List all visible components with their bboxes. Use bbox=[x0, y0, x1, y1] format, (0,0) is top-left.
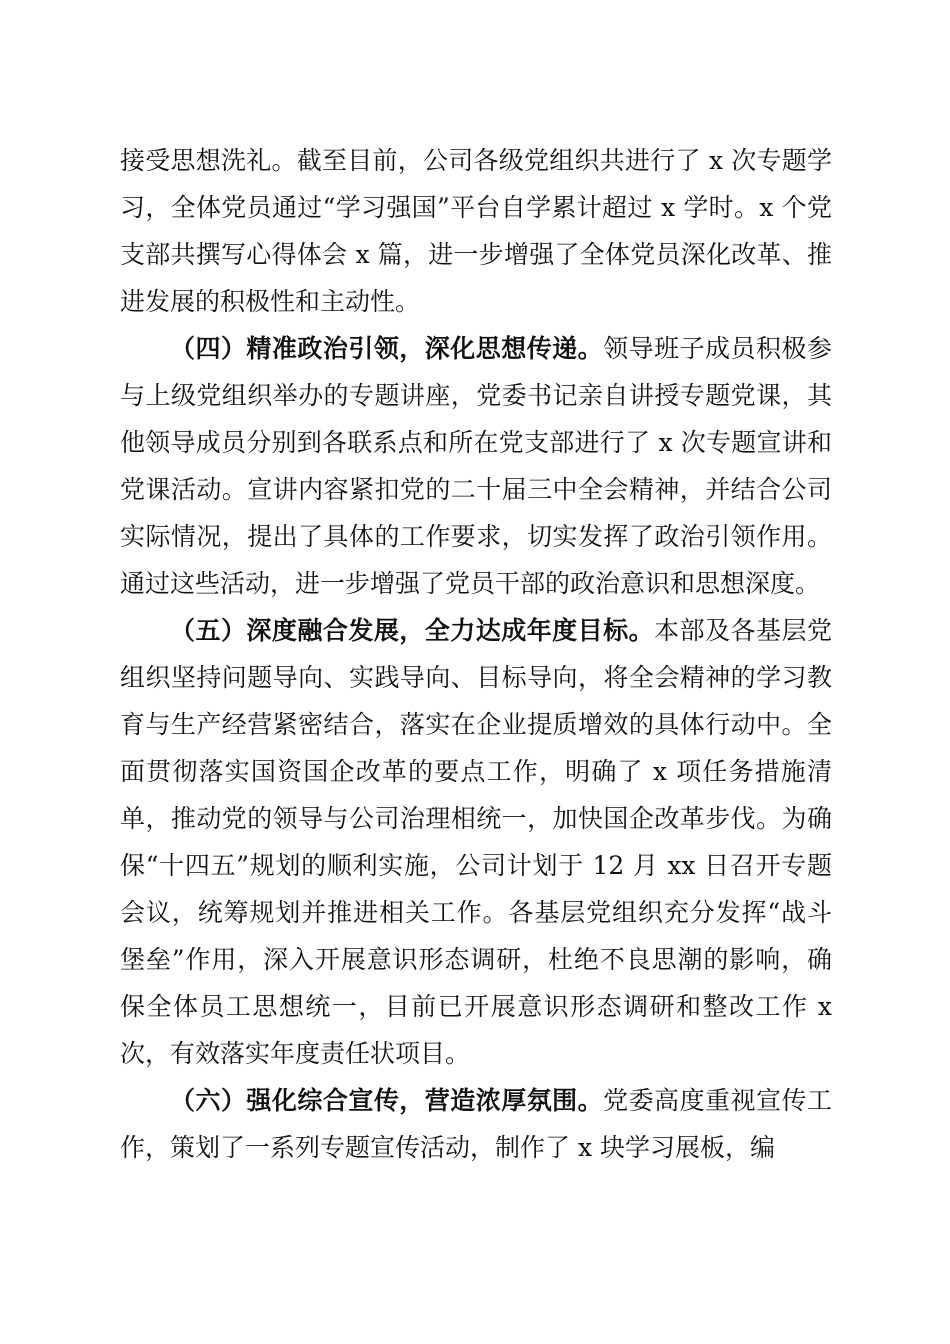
paragraph-continuation bbox=[120, 137, 832, 325]
paragraph-text: 本部及各基层党组织坚持问题导向、实践导向、目标导向，将全会精神的学习教育与生产经营紧密结合，落实在企业提质增效的具体行动中。全面贯彻落实国资国企改革的要点工作，明确了 x 项任务措施清单，推动党的领导与公司治理相统一，加快国企改革步伐。为确保“十四五”规划的顺利实施，公司计划于 12 月 xx 日召开专题会议，统筹规划并推进相关工作。各基层党组织充分发挥“战斗堡垒”作用，深入开展意识形态调研，杜绝不良思潮的影响，确保全体员工思想统一，目前已开展意识形态调研和整改工作 x 次，有效落实年度责任状项目。 bbox=[120, 616, 832, 1068]
paragraph-text: 党委高度重视宣传工作，策划了一系列专题宣传活动，制作了 x 块学习展板，编 bbox=[120, 1086, 832, 1162]
paragraph-section-5 bbox=[120, 607, 832, 1077]
document-body bbox=[120, 137, 832, 1171]
section-heading: （五）深度融合发展，全力达成年度目标。 bbox=[170, 616, 655, 645]
paragraph-text: 领导班子成员积极参与上级党组织举办的专题讲座，党委书记亲自讲授专题党课，其他领导成员分别到各联系点和所在党支部进行了 x 次专题宣讲和党课活动。宣讲内容紧扣党的二十届三中全会精神，并结合公司实际情况，提出了具体的工作要求，切实发挥了政治引领作用。通过这些活动，进一步增强了党员干部的政治意识和思想深度。 bbox=[120, 334, 832, 598]
section-heading: （六）强化综合宣传，营造浓厚氛围。 bbox=[170, 1086, 604, 1115]
section-heading: （四）精准政治引领，深化思想传递。 bbox=[170, 334, 604, 363]
paragraph-section-6 bbox=[120, 1077, 832, 1171]
paragraph-section-4 bbox=[120, 325, 832, 607]
paragraph-text: 接受思想洗礼。截至目前，公司各级党组织共进行了 x 次专题学习，全体党员通过“学习强国”平台自学累计超过 x 学时。x 个党支部共撰写心得体会 x 篇，进一步增强了全体党员深化改革、推进发展的积极性和主动性。 bbox=[120, 146, 832, 316]
